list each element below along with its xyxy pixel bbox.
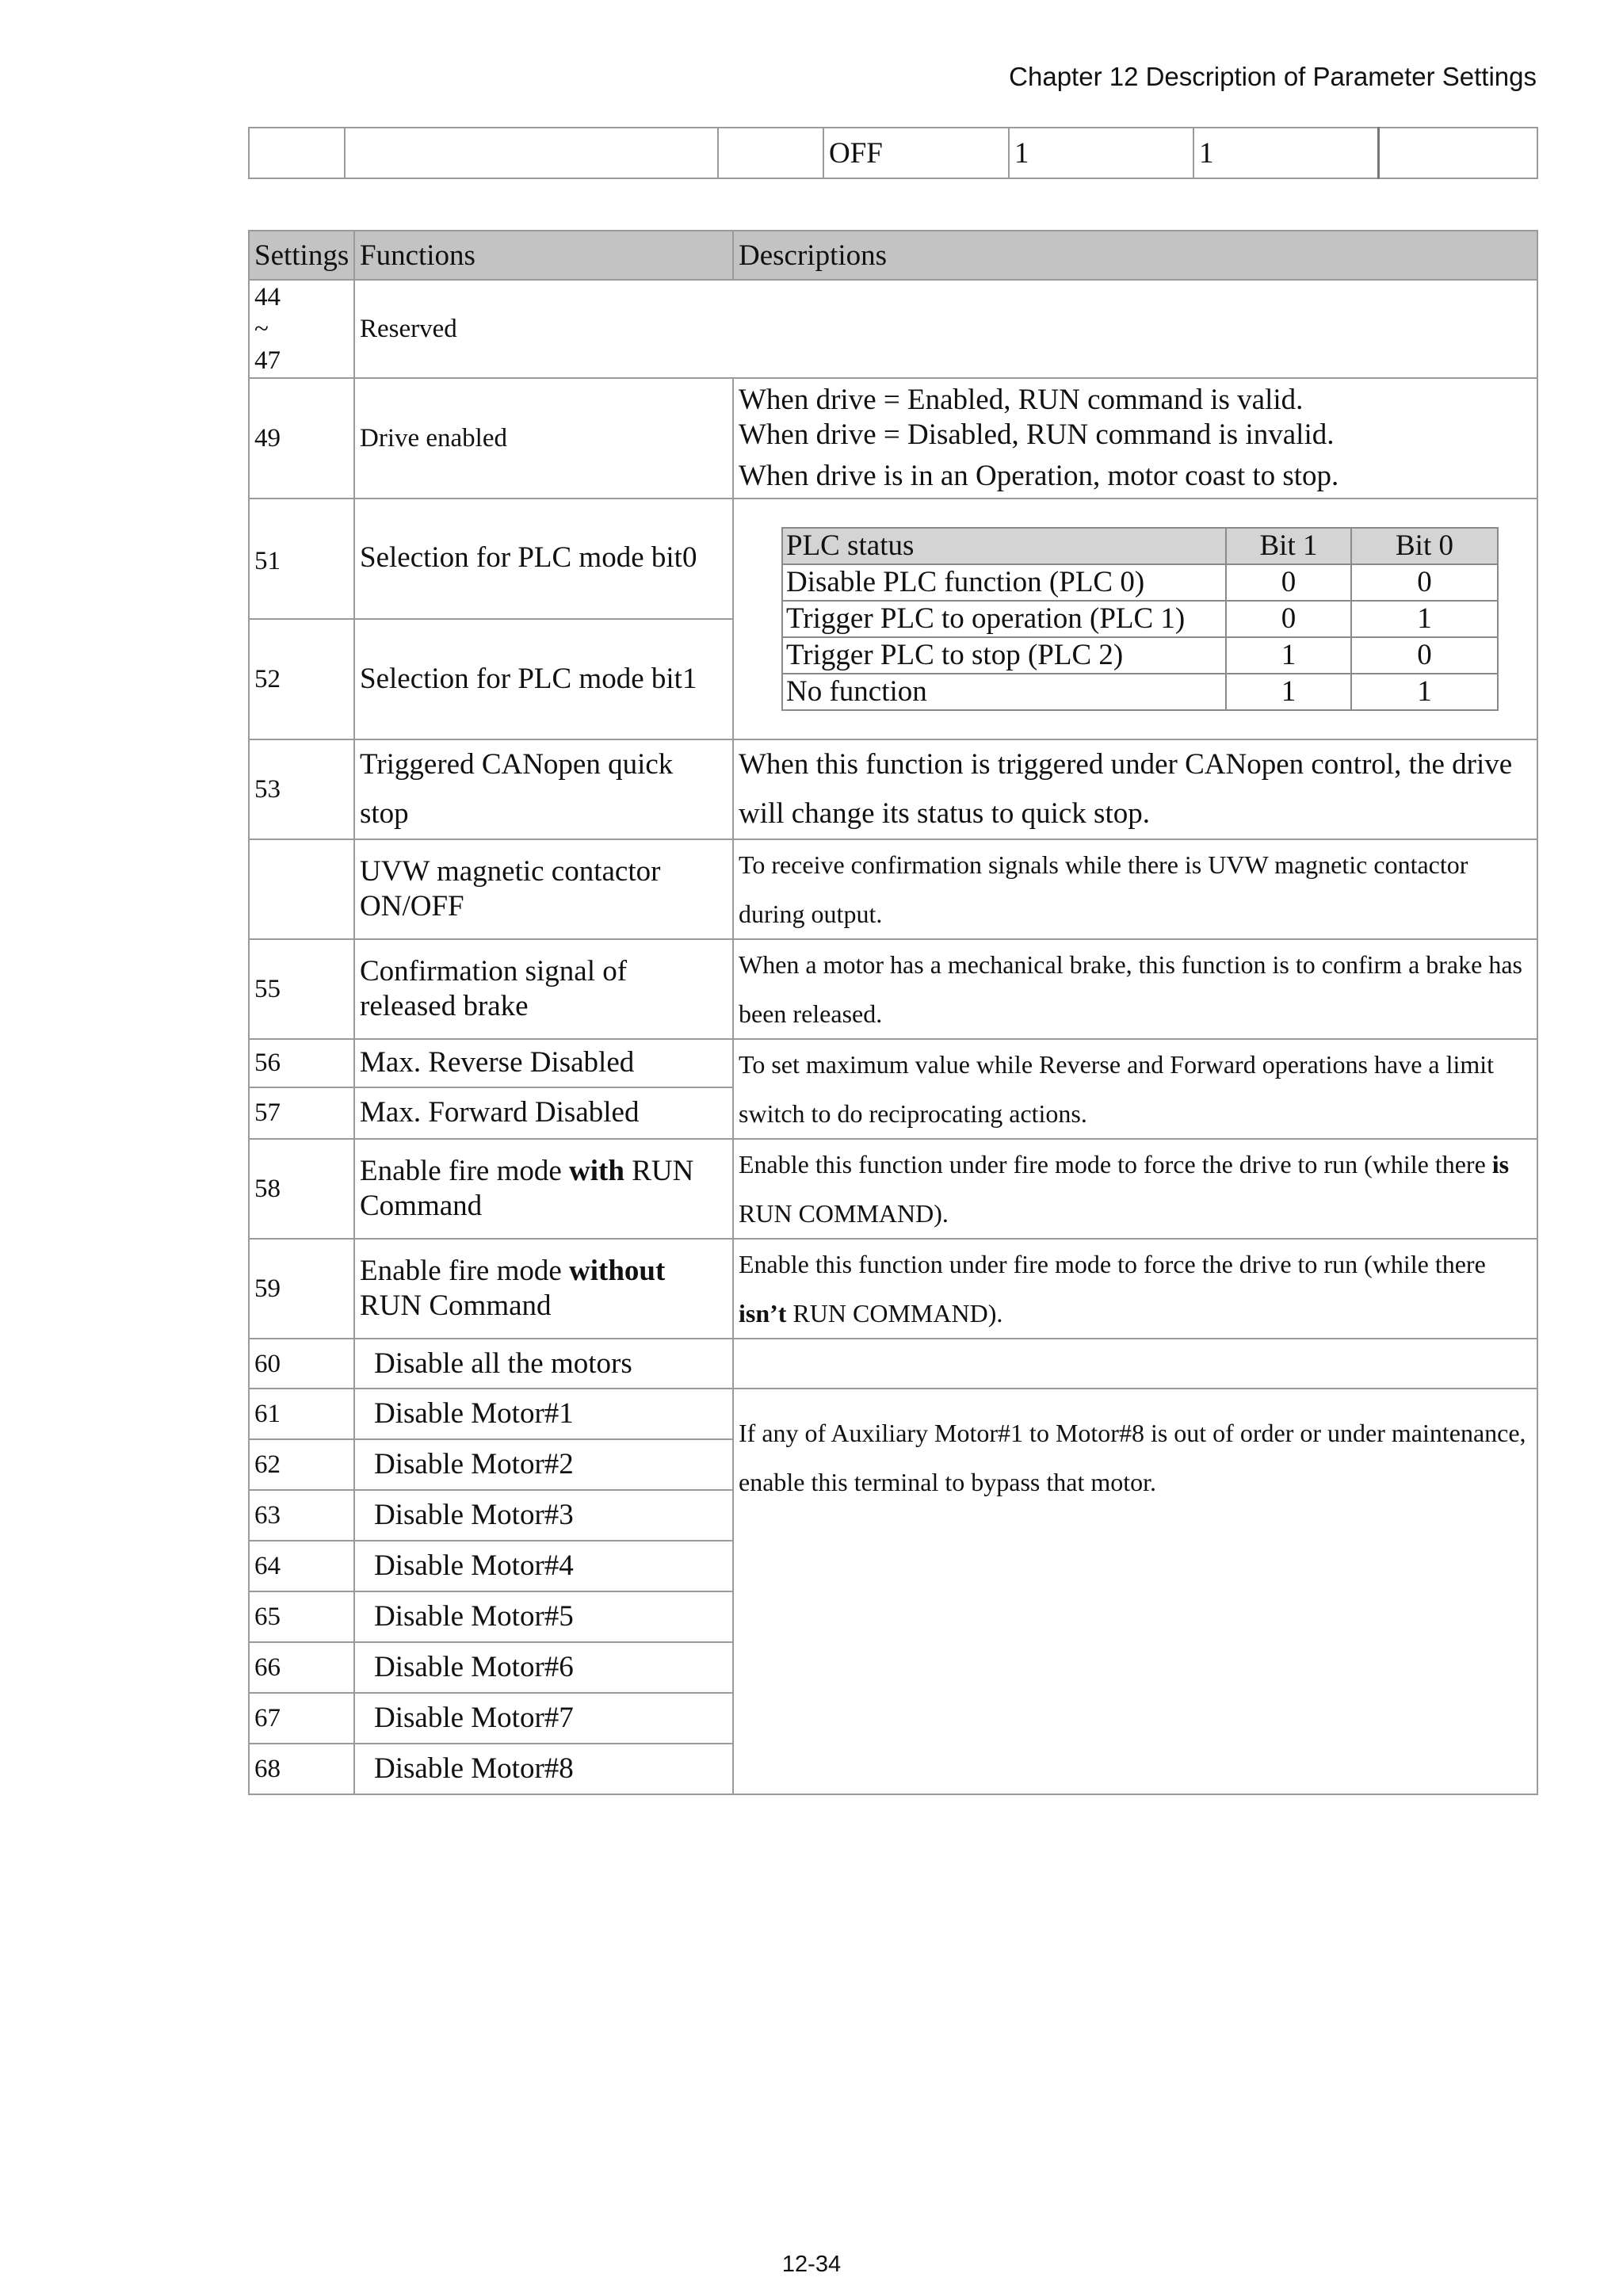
plc-bit0: 0 — [1351, 637, 1498, 674]
table-row — [249, 1039, 1537, 1087]
description-cell: To receive confirmation signals while there is UVW magnetic contactor during output. — [733, 839, 1537, 939]
description-cell: When this function is triggered under CANopen control, the drive will change its status to quick stop. — [733, 739, 1537, 839]
setting-cell: 67 — [249, 1693, 354, 1744]
function-cell: Reserved — [354, 280, 1537, 378]
setting-cell: 64 — [249, 1541, 354, 1591]
description-cell: To set maximum value while Reverse and Forward operations have a limit switch to do reciprocating actions. — [733, 1039, 1537, 1139]
function-cell: Disable Motor#6 — [354, 1642, 733, 1693]
setting-cell: 58 — [249, 1139, 354, 1239]
function-cell: UVW magnetic contactor ON/OFF — [354, 839, 733, 939]
description-cell — [733, 378, 1537, 499]
column-header-descriptions: Descriptions — [733, 231, 1537, 280]
function-cell: Disable Motor#7 — [354, 1693, 733, 1744]
table-cell — [718, 128, 823, 178]
setting-cell: 61 — [249, 1389, 354, 1439]
function-emphasis: with — [569, 1155, 624, 1187]
column-header-functions: Functions — [354, 231, 733, 280]
plc-bit0: 0 — [1351, 564, 1498, 601]
plc-bit1: 0 — [1226, 564, 1351, 601]
plc-status: Trigger PLC to operation (PLC 1) — [782, 601, 1226, 637]
setting-cell: 66 — [249, 1642, 354, 1693]
function-emphasis: without — [569, 1255, 666, 1287]
plc-bit1: 0 — [1226, 601, 1351, 637]
function-cell: Disable all the motors — [354, 1339, 733, 1389]
function-cell — [354, 1139, 733, 1239]
setting-cell: 55 — [249, 939, 354, 1039]
function-cell: Confirmation signal of released brake — [354, 939, 733, 1039]
function-cell: Disable Motor#2 — [354, 1439, 733, 1490]
function-cell: Triggered CANopen quick stop — [354, 739, 733, 839]
description-text: RUN COMMAND). — [739, 1199, 949, 1228]
setting-cell: 60 — [249, 1339, 354, 1389]
column-header-settings: Settings — [249, 231, 354, 280]
plc-column-header: PLC status — [782, 528, 1226, 564]
function-cell: Max. Reverse Disabled — [354, 1039, 733, 1087]
chapter-header: Chapter 12 Description of Parameter Settings — [1009, 62, 1537, 91]
plc-row — [782, 601, 1498, 637]
setting-cell: 52 — [249, 619, 354, 739]
table-row — [249, 939, 1537, 1039]
setting-cell: 62 — [249, 1439, 354, 1490]
plc-bit0: 1 — [1351, 601, 1498, 637]
plc-status: Disable PLC function (PLC 0) — [782, 564, 1226, 601]
function-cell: Selection for PLC mode bit0 — [354, 499, 733, 619]
table-row — [249, 280, 1537, 378]
plc-row — [782, 564, 1498, 601]
function-cell: Disable Motor#1 — [354, 1389, 733, 1439]
table-row — [249, 499, 1537, 619]
description-text: Enable this function under fire mode to force the drive to run (while there — [739, 1150, 1492, 1179]
plc-column-header: Bit 0 — [1351, 528, 1498, 564]
plc-bit1: 1 — [1226, 637, 1351, 674]
table-row — [249, 378, 1537, 499]
function-cell: Selection for PLC mode bit1 — [354, 619, 733, 739]
function-text: RUN Command — [360, 1289, 552, 1322]
table-row — [249, 839, 1537, 939]
function-cell: Disable Motor#8 — [354, 1744, 733, 1794]
table-cell: OFF — [823, 128, 1009, 178]
function-cell — [354, 1239, 733, 1339]
description-line: When drive is in an Operation, motor coast to stop. — [739, 460, 1339, 492]
table-cell: 1 — [1193, 128, 1378, 178]
table-cell — [249, 128, 345, 178]
description-cell: If any of Auxiliary Motor#1 to Motor#8 is out of order or under maintenance, enable this terminal to bypass that motor. — [733, 1389, 1537, 1794]
description-cell: When a motor has a mechanical brake, this function is to confirm a brake has been released. — [733, 939, 1537, 1039]
plc-description-cell — [733, 499, 1537, 739]
table-row — [249, 1239, 1537, 1339]
table-cell — [1378, 128, 1537, 178]
continued-table-row — [248, 127, 1538, 179]
plc-bit0: 1 — [1351, 674, 1498, 710]
description-cell — [733, 1139, 1537, 1239]
function-cell: Disable Motor#5 — [354, 1591, 733, 1642]
function-cell: Max. Forward Disabled — [354, 1087, 733, 1139]
plc-status-table — [781, 527, 1499, 711]
plc-row — [782, 674, 1498, 710]
setting-cell: 44 ~ 47 — [249, 280, 354, 378]
page-number: 12-34 — [781, 2252, 842, 2277]
description-text: Enable this function under fire mode to force the drive to run (while there — [739, 1250, 1486, 1278]
function-text: Enable fire mode — [360, 1255, 570, 1287]
setting-cell: 59 — [249, 1239, 354, 1339]
plc-status: Trigger PLC to stop (PLC 2) — [782, 637, 1226, 674]
plc-header-row — [782, 528, 1498, 564]
plc-column-header: Bit 1 — [1226, 528, 1351, 564]
table-row — [249, 1339, 1537, 1389]
table-row — [249, 739, 1537, 839]
description-text: RUN COMMAND). — [786, 1299, 1003, 1328]
table-row — [249, 1139, 1537, 1239]
plc-status: No function — [782, 674, 1226, 710]
description-cell — [733, 1239, 1537, 1339]
description-line: When drive = Enabled, RUN command is valid. — [739, 384, 1304, 416]
function-cell: Drive enabled — [354, 378, 733, 499]
table-cell: 1 — [1009, 128, 1193, 178]
setting-cell: 49 — [249, 378, 354, 499]
setting-cell: 65 — [249, 1591, 354, 1642]
setting-cell: 53 — [249, 739, 354, 839]
description-cell — [733, 1339, 1537, 1389]
plc-row — [782, 637, 1498, 674]
plc-bit1: 1 — [1226, 674, 1351, 710]
function-text: RUN Command — [360, 1155, 694, 1222]
function-cell: Disable Motor#4 — [354, 1541, 733, 1591]
setting-cell: 63 — [249, 1490, 354, 1541]
description-line: When drive = Disabled, RUN command is invalid. — [739, 418, 1335, 451]
table-header-row — [249, 231, 1537, 280]
setting-cell: 68 — [249, 1744, 354, 1794]
settings-table — [248, 230, 1538, 1795]
table-row — [249, 128, 1537, 178]
table-row — [249, 1389, 1537, 1439]
setting-cell: 57 — [249, 1087, 354, 1139]
description-emphasis: is — [1491, 1150, 1510, 1179]
function-text: Enable fire mode — [360, 1155, 570, 1187]
description-emphasis: isn’t — [739, 1299, 787, 1328]
setting-cell: 56 — [249, 1039, 354, 1087]
function-cell: Disable Motor#3 — [354, 1490, 733, 1541]
setting-cell — [249, 839, 354, 939]
table-cell — [345, 128, 718, 178]
setting-cell: 51 — [249, 499, 354, 619]
